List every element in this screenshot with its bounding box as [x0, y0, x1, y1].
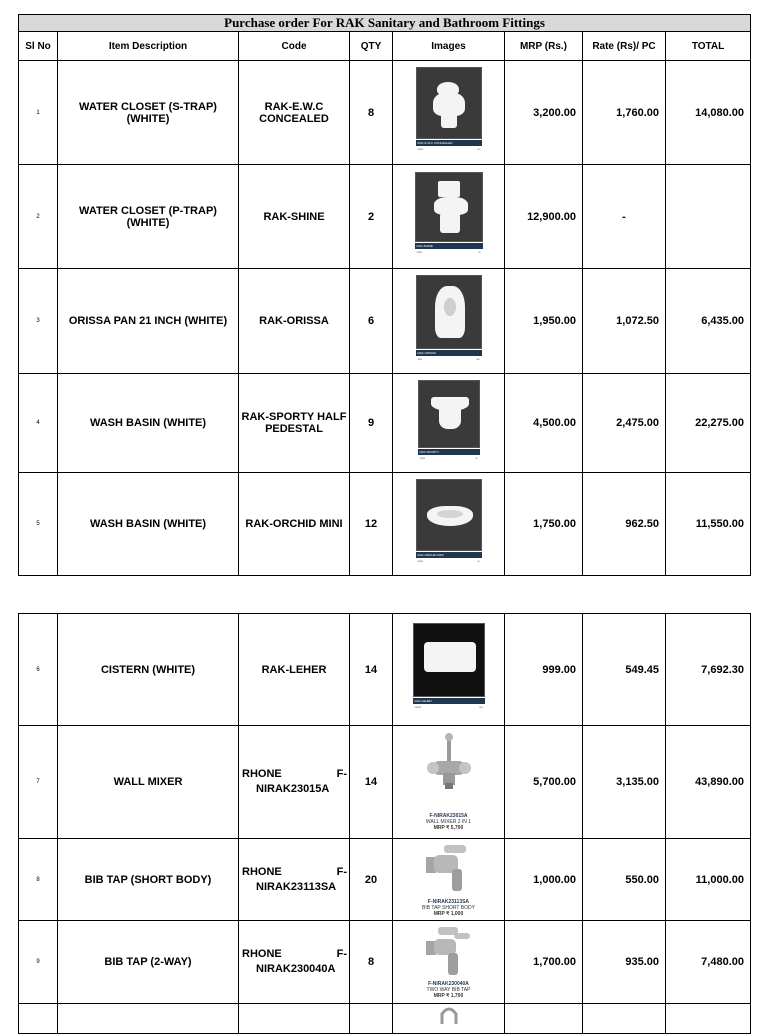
mrp-cell: 12,900.00 — [505, 165, 583, 269]
product-caption: F-NIRAK23015A WALL MIXER 2 IN 1 MRP ₹ 5,700 — [425, 813, 472, 831]
purchase-order-table-2 — [18, 613, 751, 1034]
header-qty: QTY — [350, 32, 393, 61]
image-label: RAK-SPORTY — [419, 449, 439, 454]
purchase-order-table-1 — [18, 14, 751, 576]
code-number: NIRAK23113SA — [256, 880, 337, 893]
code-cell: RAK-E.W.C CONCEALED — [239, 61, 350, 165]
image-label: RAK-ORCHID MINI — [417, 552, 444, 557]
image-cell — [393, 473, 505, 576]
rate-cell: 962.50 — [583, 473, 666, 576]
header-images: Images — [393, 32, 505, 61]
image-cell — [393, 269, 505, 374]
qty-cell: 9 — [350, 374, 393, 473]
code-cell: RAK-SHINE — [239, 165, 350, 269]
sl-cell: 4 — [19, 374, 58, 473]
desc-cell: WATER CLOSET (P-TRAP) (WHITE) — [58, 165, 239, 269]
total-cell: 7,480.00 — [666, 921, 751, 1004]
desc-cell: WALL MIXER — [58, 726, 239, 839]
total-cell: 14,080.00 — [666, 61, 751, 165]
code-number: NIRAK230040A — [256, 963, 336, 975]
product-image: RAK-ORCHID MINI ▪▪▪▪▪ ▪▪ — [416, 479, 482, 570]
desc-cell: BIB TAP (2-WAY) — [58, 921, 239, 1004]
mrp-cell: 1,750.00 — [505, 473, 583, 576]
product-caption: F-NIRAK23113SA BIB TAP SHORT BODY MRP ₹ 1,000 — [422, 898, 475, 917]
page-title: Purchase order For RAK Sanitary and Bathroom Fittings — [19, 15, 751, 32]
code-cell — [239, 839, 350, 921]
image-label: RAK E.W.C CONCEALED — [417, 141, 453, 145]
code-prefix: F- — [336, 768, 347, 780]
code-prefix: F- — [336, 865, 347, 878]
sl-cell: 5 — [19, 473, 58, 576]
image-cell — [393, 61, 505, 165]
sl-cell: 6 — [19, 614, 58, 726]
header-code: Code — [239, 32, 350, 61]
image-label: RAK-SHINE — [416, 244, 433, 248]
desc-cell: WASH BASIN (WHITE) — [58, 374, 239, 473]
header-mrp: MRP (Rs.) — [505, 32, 583, 61]
sl-cell: 3 — [19, 269, 58, 374]
product-image: RAK-LEHER ▪▪▪▪▪▪ ▪▪▪ — [413, 623, 485, 716]
table-row — [19, 839, 751, 921]
total-cell: 11,550.00 — [666, 473, 751, 576]
header-rate: Rate (Rs)/ PC — [583, 32, 666, 61]
image-label: RAK-ORISSA — [417, 350, 437, 355]
rate-cell: 549.45 — [583, 614, 666, 726]
desc-cell: ORISSA PAN 21 INCH (WHITE) — [58, 269, 239, 374]
rate-cell: 1,072.50 — [583, 269, 666, 374]
mrp-cell: 5,700.00 — [505, 726, 583, 839]
rate-cell: 550.00 — [583, 839, 666, 921]
qty-cell: 6 — [350, 269, 393, 374]
mrp-cell: 1,950.00 — [505, 269, 583, 374]
image-cell — [393, 726, 505, 839]
rate-cell: - — [583, 165, 666, 269]
qty-cell: 12 — [350, 473, 393, 576]
code-cell: RAK-ORISSA — [239, 269, 350, 374]
qty-cell: 2 — [350, 165, 393, 269]
image-cell — [393, 374, 505, 473]
code-cell — [239, 921, 350, 1004]
desc-cell: WATER CLOSET (S-TRAP) (WHITE) — [58, 61, 239, 165]
image-cell — [393, 614, 505, 726]
header-sl: Sl No — [19, 32, 58, 61]
desc-cell: WASH BASIN (WHITE) — [58, 473, 239, 576]
total-cell: 7,692.30 — [666, 614, 751, 726]
mrp-cell: 4,500.00 — [505, 374, 583, 473]
image-cell — [393, 839, 505, 921]
faucet-image — [434, 1004, 464, 1024]
code-brand: RHONE — [242, 865, 282, 878]
total-cell: 43,890.00 — [666, 726, 751, 839]
table-row — [19, 614, 751, 726]
qty-cell: 8 — [350, 61, 393, 165]
table-row — [19, 61, 751, 165]
sl-cell: 2 — [19, 165, 58, 269]
sl-cell: 7 — [19, 726, 58, 839]
code-cell: RAK-LEHER — [239, 614, 350, 726]
product-caption: F-NIRAK230040A TWO WAY BIB TAP MRP ₹ 1,700 — [426, 981, 471, 999]
code-cell: RAK-SPORTY HALF PEDESTAL — [239, 374, 350, 473]
total-cell: 11,000.00 — [666, 839, 751, 921]
table-row — [19, 1004, 751, 1034]
total-cell — [666, 165, 751, 269]
code-prefix: F- — [336, 948, 347, 960]
product-image: RAK-ORISSA ▪▪▪▪ ▪▪▪ — [416, 275, 482, 368]
qty-cell: 8 — [350, 921, 393, 1004]
qty-cell: 14 — [350, 614, 393, 726]
desc-cell: BIB TAP (SHORT BODY) — [58, 839, 239, 921]
rate-cell: 2,475.00 — [583, 374, 666, 473]
image-cell — [393, 165, 505, 269]
sl-cell: 8 — [19, 839, 58, 921]
image-cell — [393, 921, 505, 1004]
mrp-cell: 1,700.00 — [505, 921, 583, 1004]
bib-tap-image — [424, 843, 474, 899]
image-label: RAK-LEHER — [414, 699, 432, 703]
table-row — [19, 921, 751, 1004]
table-row — [19, 374, 751, 473]
header-desc: Item Description — [58, 32, 239, 61]
mrp-cell: 1,000.00 — [505, 839, 583, 921]
code-cell — [239, 726, 350, 839]
table-row — [19, 269, 751, 374]
mrp-cell: 999.00 — [505, 614, 583, 726]
table-row — [19, 473, 751, 576]
product-image: RAK-SPORTY ▪▪▪▪▪ ▪▪ — [418, 380, 480, 467]
total-cell: 6,435.00 — [666, 269, 751, 374]
sl-cell: 9 — [19, 921, 58, 1004]
header-total: TOTAL — [666, 32, 751, 61]
code-brand: RHONE — [242, 948, 282, 960]
table-row — [19, 726, 751, 839]
total-cell: 22,275.00 — [666, 374, 751, 473]
desc-cell: CISTERN (WHITE) — [58, 614, 239, 726]
sl-cell: 1 — [19, 61, 58, 165]
rate-cell: 1,760.00 — [583, 61, 666, 165]
code-brand: RHONE — [242, 768, 282, 780]
qty-cell: 20 — [350, 839, 393, 921]
product-image: RAK E.W.C CONCEALED ▪▪▪▪▪ ▪▪ — [416, 67, 482, 158]
rate-cell: 935.00 — [583, 921, 666, 1004]
wall-mixer-image — [419, 733, 479, 813]
code-number: NIRAK23015A — [256, 783, 330, 795]
mrp-cell: 3,200.00 — [505, 61, 583, 165]
code-cell: RAK-ORCHID MINI — [239, 473, 350, 576]
qty-cell: 14 — [350, 726, 393, 839]
product-image: RAK-SHINE ▪▪▪▪▪ ▪▪ — [415, 172, 483, 261]
two-way-bib-tap-image — [424, 925, 474, 981]
table-row — [19, 165, 751, 269]
header-row — [19, 32, 751, 61]
rate-cell: 3,135.00 — [583, 726, 666, 839]
